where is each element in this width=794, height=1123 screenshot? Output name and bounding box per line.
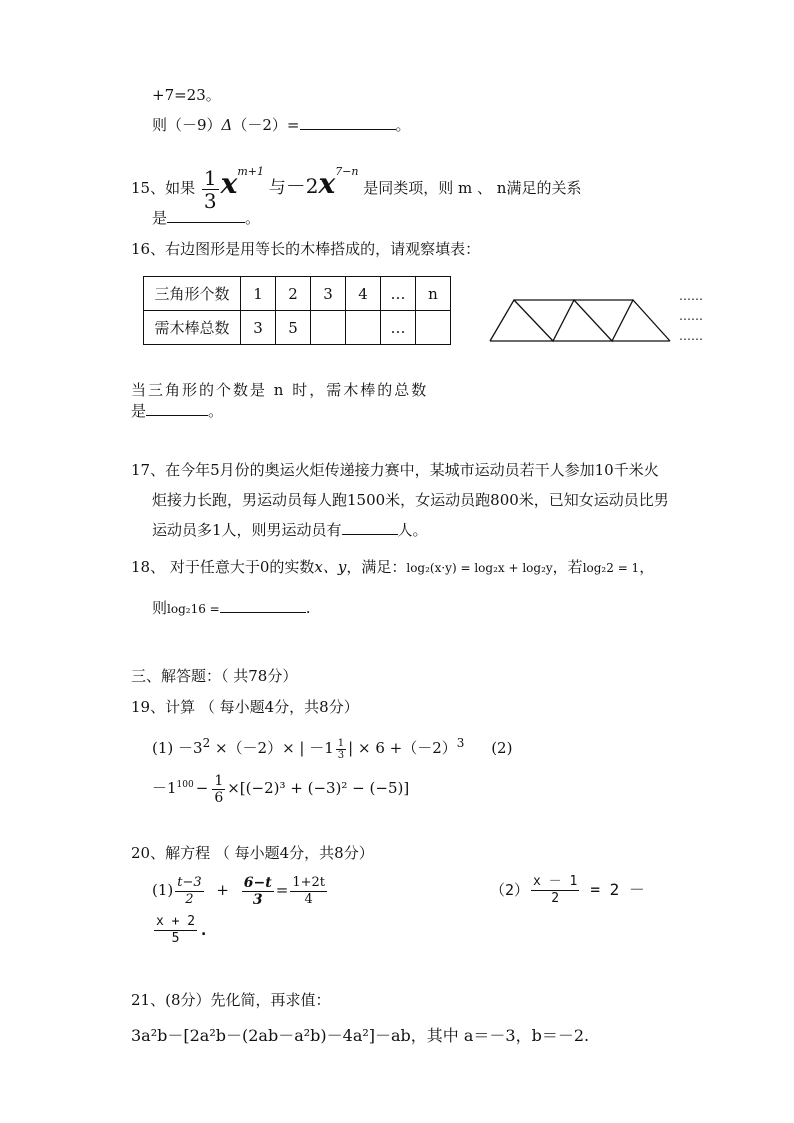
table-row: 三角形个数 1 2 3 4 … n xyxy=(144,277,451,311)
q16-table xyxy=(143,276,451,345)
answer-blank[interactable] xyxy=(300,129,396,130)
q14-line2: 则（－9）Δ（－2）= 。 xyxy=(152,116,411,134)
q16-answer-line2: 是 。 xyxy=(131,402,224,420)
q17-line3: 运动员多1人，则男运动员有 人。 xyxy=(152,521,428,539)
q20-part2: （2） $\frac{x - 1}{2}$ = 2 － xyxy=(490,874,645,906)
q19-label: 19、计算 （ 每小题4分，共8分） xyxy=(131,698,359,716)
answer-cell[interactable] xyxy=(311,311,346,345)
q21-label: 21、(8分）先化简，再求值： xyxy=(131,991,331,1009)
triangle-stick-figure xyxy=(486,294,676,346)
q20-part2-cont: $\frac{x + 2}{5}$ . xyxy=(156,914,209,946)
q19-part1: $(1) -3^2 \times(-2)\times$ | －1 $\frac{1}{3}$ | × $6 +(-2)^3$ (2) xyxy=(152,736,513,761)
answer-cell[interactable] xyxy=(416,311,451,345)
q21-expression: 3a²b－[2a²b－(2ab－a²b)－4a²]－ab，其中 a＝－3，b＝－2. xyxy=(131,1026,590,1045)
dots: …… xyxy=(679,309,703,323)
answer-cell[interactable] xyxy=(346,311,381,345)
answer-blank[interactable] xyxy=(220,612,306,613)
q16-label: 16、右边图形是用等长的木棒搭成的，请观察填表： xyxy=(131,240,481,258)
q16-answer-line1: 当三角形的个数是 n 时，需木棒的总数 xyxy=(131,381,429,399)
q17-line2: 炬接力长跑，男运动员每人跑1500米，女运动员跑800米，已知女运动员比男 xyxy=(152,491,669,509)
section-title: 三、解答题：（ 共78分） xyxy=(131,667,298,685)
q15-line1: 15、如果 $\frac{1}{3}$ $x^{m+1}$ 与$-2x^{7-n}$ 是同类项，则 m 、 n满足的关系 xyxy=(131,165,582,213)
dots: …… xyxy=(679,329,703,343)
q17-line1: 17、在今年5月份的奥运火炬传递接力赛中，某城市运动员若干人参加10千米火 xyxy=(131,461,659,479)
q19-part2: $-1^{100}$ − $\frac{1}{6}$ ×[(−2)³ + (−3)² − (−5)] xyxy=(152,772,410,806)
q15-fraction: $\frac{1}{3}$ xyxy=(203,165,217,213)
answer-blank[interactable] xyxy=(342,534,398,535)
q20-label: 20、解方程 （ 每小题4分，共8分） xyxy=(131,844,374,862)
answer-blank[interactable] xyxy=(146,415,208,416)
table-row: 需木棒总数 3 5 … xyxy=(144,311,451,345)
q20-part1: (1) $\frac{t-3}{2}$ + $\frac{6-t}{3}$ = $\frac{1+2t}{4}$ xyxy=(152,874,325,908)
dots: …… xyxy=(679,289,703,303)
q18-line1: 18、 对于任意大于0的实数x、y，满足：log₂(x·y) = log₂x + log₂y，若log₂2 = 1， xyxy=(131,558,655,576)
q14-line1: +7=23。 xyxy=(152,86,221,104)
answer-blank[interactable] xyxy=(167,222,245,223)
q15-line2: 是 。 xyxy=(152,209,261,227)
q18-line2: 则log₂16 = . xyxy=(152,599,311,617)
